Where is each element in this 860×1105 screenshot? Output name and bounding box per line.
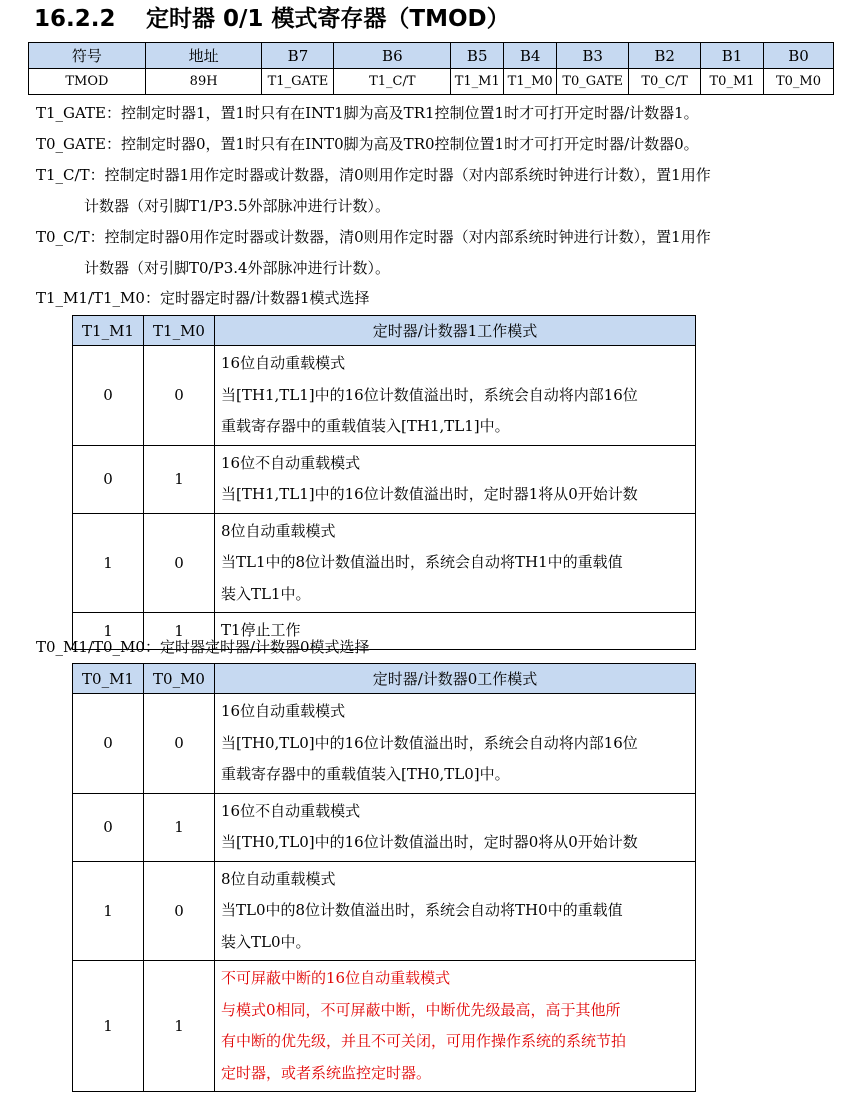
mode-line: 重载寄存器中的重载值装入[TH0,TL0]中。 <box>221 765 510 783</box>
mode-row <box>73 861 696 961</box>
register-value-cell: TMOD <box>29 69 146 95</box>
mode-line: 当TL1中的8位计数值溢出时，系统会自动将TH1中的重载值 <box>221 553 623 571</box>
mode-line: 16位不自动重载模式 <box>221 801 361 820</box>
mode-header-cell: 定时器/计数器0工作模式 <box>215 664 696 694</box>
timer1-mode-table <box>72 315 696 650</box>
timer1-mode-caption: T1_M1/T1_M0：定时器定时器/计数器1模式选择 <box>36 289 370 307</box>
register-value-cell: 89H <box>145 69 262 95</box>
m1-value: 1 <box>73 861 144 961</box>
m0-value: 0 <box>144 513 215 613</box>
m1-value: 0 <box>73 793 144 861</box>
mode-row <box>73 694 696 794</box>
mode-header-cell: T0_M1 <box>73 664 144 694</box>
timer0-mode-table <box>72 663 696 1092</box>
mode-description <box>215 793 696 861</box>
mode-header-cell: 定时器/计数器1工作模式 <box>215 316 696 346</box>
register-header-cell: B6 <box>334 43 451 69</box>
m1-value: 0 <box>73 445 144 513</box>
mode-line: 16位不自动重载模式 <box>221 453 361 472</box>
m0-value: 1 <box>144 613 215 650</box>
mode-description <box>215 346 696 446</box>
mode-header-cell: T0_M0 <box>144 664 215 694</box>
t0-ct-line-2: 计数器（对引脚T0/P3.4外部脉冲进行计数）。 <box>84 259 391 277</box>
mode-header-cell: T1_M1 <box>73 316 144 346</box>
m1-value: 0 <box>73 346 144 446</box>
section-title: 定时器 0/1 模式寄存器（TMOD） <box>146 6 510 32</box>
mode-line: 定时器，或者系统监控定时器。 <box>221 1063 432 1082</box>
section-heading <box>34 2 510 36</box>
mode-header-row <box>73 316 696 346</box>
m1-value: 0 <box>73 694 144 794</box>
mode-line: 8位自动重载模式 <box>221 521 336 540</box>
register-header-cell: B3 <box>557 43 629 69</box>
register-header-cell: B7 <box>262 43 334 69</box>
register-value-cell: T0_GATE <box>557 69 629 95</box>
register-value-cell: T0_M1 <box>701 69 764 95</box>
register-value-cell: T1_GATE <box>262 69 334 95</box>
register-value-cell: T0_C/T <box>629 69 701 95</box>
mode-line: T1停止工作 <box>221 621 301 639</box>
t1-gate-description: T1_GATE：控制定时器1，置1时只有在INT1脚为高及TR1控制位置1时才可打开定时器/计数器1。 <box>36 104 699 122</box>
mode-row <box>73 513 696 613</box>
t0-ct-description <box>36 222 836 284</box>
mode-line: 16位自动重载模式 <box>221 702 346 720</box>
register-value-cell: T1_C/T <box>334 69 451 95</box>
mode-line: 与模式0相同，不可屏蔽中断，中断优先级最高，高于其他所 <box>221 1000 621 1019</box>
m0-value: 0 <box>144 346 215 446</box>
m1-value: 1 <box>73 513 144 613</box>
register-header-cell: B2 <box>629 43 701 69</box>
nmi-mode-description <box>215 961 696 1092</box>
register-value-cell: T1_M0 <box>504 69 557 95</box>
mode-line: 当[TH0,TL0]中的16位计数值溢出时，定时器0将从0开始计数 <box>221 833 638 851</box>
timer0-mode-caption: T0_M1/T0_M0：定时器定时器/计数器0模式选择 <box>36 638 370 656</box>
mode-line: 16位自动重载模式 <box>221 354 346 372</box>
mode-row <box>73 346 696 446</box>
mode-line: 当[TH1,TL1]中的16位计数值溢出时，系统会自动将内部16位 <box>221 385 638 404</box>
section-number: 16.2.2 <box>34 6 116 32</box>
m1-value: 1 <box>73 961 144 1092</box>
register-header-cell: B4 <box>504 43 557 69</box>
register-header-cell: 地址 <box>145 43 262 69</box>
m0-value: 1 <box>144 445 215 513</box>
t1-ct-line-1: T1_C/T：控制定时器1用作定时器或计数器，清0则用作定时器（对内部系统时钟进行计数），置1用作 <box>36 166 711 184</box>
mode-header-row <box>73 664 696 694</box>
mode-line: 当[TH0,TL0]中的16位计数值溢出时，系统会自动将内部16位 <box>221 733 638 752</box>
m0-value: 0 <box>144 861 215 961</box>
mode-row <box>73 445 696 513</box>
t0-ct-line-1: T0_C/T：控制定时器0用作定时器或计数器，清0则用作定时器（对内部系统时钟进行计数），置1用作 <box>36 228 711 246</box>
register-value-row <box>29 69 834 95</box>
mode-line: 装入TL1中。 <box>221 584 311 603</box>
mode-line: 装入TL0中。 <box>221 932 311 951</box>
mode-row <box>73 961 696 1092</box>
t0-gate-description: T0_GATE：控制定时器0，置1时只有在INT0脚为高及TR0控制位置1时才可打开定时器/计数器0。 <box>36 135 699 153</box>
register-value-cell: T0_M0 <box>764 69 834 95</box>
m0-value: 1 <box>144 793 215 861</box>
mode-line: 8位自动重载模式 <box>221 869 336 888</box>
register-header-cell: 符号 <box>29 43 146 69</box>
t1-ct-line-2: 计数器（对引脚T1/P3.5外部脉冲进行计数）。 <box>84 197 391 215</box>
register-header-cell: B1 <box>701 43 764 69</box>
mode-line: 不可屏蔽中断的16位自动重载模式 <box>221 969 451 987</box>
tmod-register-table <box>28 42 834 95</box>
m0-value: 1 <box>144 961 215 1092</box>
register-header-cell: B5 <box>451 43 504 69</box>
mode-row <box>73 793 696 861</box>
m1-value: 1 <box>73 613 144 650</box>
mode-description <box>215 445 696 513</box>
mode-line: 有中断的优先级，并且不可关闭，可用作操作系统的系统节拍 <box>221 1032 627 1050</box>
m0-value: 0 <box>144 694 215 794</box>
register-header-cell: B0 <box>764 43 834 69</box>
register-value-cell: T1_M1 <box>451 69 504 95</box>
mode-line: 重载寄存器中的重载值装入[TH1,TL1]中。 <box>221 417 510 435</box>
mode-description <box>215 861 696 961</box>
mode-line: 当TL0中的8位计数值溢出时，系统会自动将TH0中的重载值 <box>221 901 623 919</box>
mode-description <box>215 513 696 613</box>
register-header-row <box>29 43 834 69</box>
mode-description <box>215 694 696 794</box>
mode-header-cell: T1_M0 <box>144 316 215 346</box>
t1-ct-description <box>36 160 836 222</box>
mode-line: 当[TH1,TL1]中的16位计数值溢出时，定时器1将从0开始计数 <box>221 485 638 503</box>
